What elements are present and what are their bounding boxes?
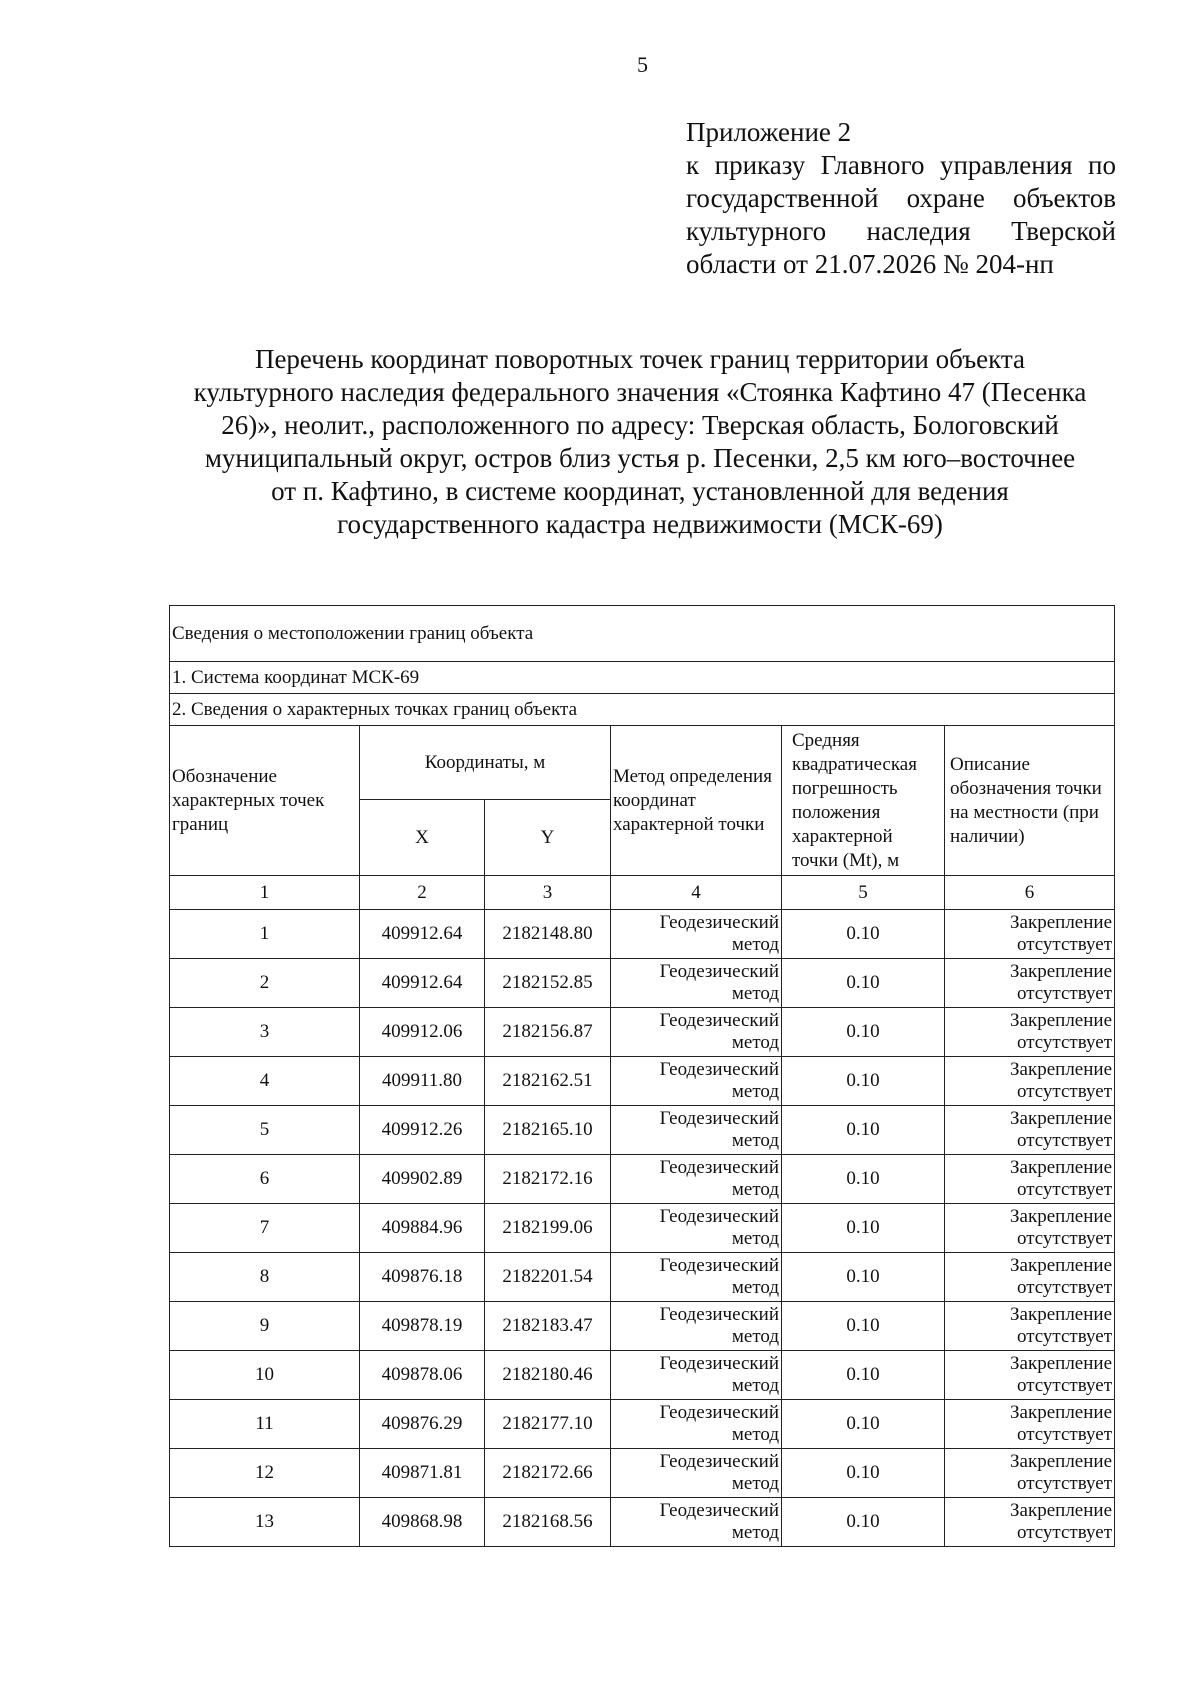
heading-line: культурного наследия федерального значения «Стоянка Кафтино 47 (Песенка bbox=[193, 377, 1087, 407]
table-title: Сведения о местоположении границ объекта bbox=[170, 606, 1115, 662]
cell-method bbox=[611, 1302, 782, 1351]
table-row bbox=[170, 1449, 1115, 1498]
cell-description bbox=[945, 1106, 1115, 1155]
cell-error: 0.10 bbox=[782, 910, 945, 959]
header-error: Средняя квадратическая погрешность положения характерной точки (Mt), м bbox=[782, 726, 945, 876]
cell-description bbox=[945, 910, 1115, 959]
coordinates-table bbox=[169, 605, 1115, 1547]
cell-method-line: метод bbox=[731, 1326, 779, 1347]
appendix-line: государственной охране объектов bbox=[686, 183, 1116, 213]
cell-point: 9 bbox=[170, 1302, 360, 1351]
cell-description bbox=[945, 1400, 1115, 1449]
cell-description-line: Закрепление bbox=[1010, 1500, 1112, 1521]
cell-method bbox=[611, 1351, 782, 1400]
cell-y: 2182156.87 bbox=[485, 1008, 611, 1057]
cell-description-line: отсутствует bbox=[1016, 1228, 1112, 1249]
cell-point: 7 bbox=[170, 1204, 360, 1253]
cell-description bbox=[945, 1302, 1115, 1351]
cell-method-line: Геодезический bbox=[659, 1255, 779, 1276]
table-row bbox=[170, 1155, 1115, 1204]
column-numbers-row bbox=[170, 876, 1115, 910]
cell-point: 2 bbox=[170, 959, 360, 1008]
cell-x: 409912.64 bbox=[360, 910, 485, 959]
document-heading bbox=[160, 343, 1120, 541]
cell-y: 2182165.10 bbox=[485, 1106, 611, 1155]
header-description: Описание обозначения точки на местности (при наличии) bbox=[945, 726, 1115, 876]
cell-method-line: Геодезический bbox=[659, 961, 779, 982]
table-row bbox=[170, 1106, 1115, 1155]
cell-method-line: метод bbox=[731, 1375, 779, 1396]
cell-x: 409884.96 bbox=[360, 1204, 485, 1253]
column-number: 6 bbox=[945, 876, 1115, 910]
cell-description-line: отсутствует bbox=[1016, 934, 1112, 955]
appendix-line: области от 21.07.2026 № 204-нп bbox=[686, 249, 1054, 279]
table-row bbox=[170, 1204, 1115, 1253]
header-x: X bbox=[360, 800, 485, 876]
cell-method bbox=[611, 1449, 782, 1498]
cell-description bbox=[945, 1351, 1115, 1400]
cell-point: 3 bbox=[170, 1008, 360, 1057]
table-row bbox=[170, 1400, 1115, 1449]
cell-method-line: метод bbox=[731, 1032, 779, 1053]
cell-description bbox=[945, 1449, 1115, 1498]
cell-error: 0.10 bbox=[782, 1302, 945, 1351]
column-number: 1 bbox=[170, 876, 360, 910]
cell-description-line: Закрепление bbox=[1010, 1451, 1112, 1472]
cell-x: 409871.81 bbox=[360, 1449, 485, 1498]
cell-method-line: Геодезический bbox=[659, 1304, 779, 1325]
heading-line: Перечень координат поворотных точек границ территории объекта bbox=[254, 344, 1026, 374]
cell-y: 2182152.85 bbox=[485, 959, 611, 1008]
coordinate-system-row: 1. Система координат МСК-69 bbox=[170, 662, 1115, 694]
table-row bbox=[170, 1351, 1115, 1400]
cell-y: 2182180.46 bbox=[485, 1351, 611, 1400]
cell-description bbox=[945, 1498, 1115, 1547]
cell-description-line: Закрепление bbox=[1010, 1108, 1112, 1129]
cell-x: 409878.19 bbox=[360, 1302, 485, 1351]
cell-x: 409878.06 bbox=[360, 1351, 485, 1400]
cell-error: 0.10 bbox=[782, 1057, 945, 1106]
cell-y: 2182168.56 bbox=[485, 1498, 611, 1547]
cell-method bbox=[611, 1498, 782, 1547]
table-row bbox=[170, 959, 1115, 1008]
cell-method bbox=[611, 1057, 782, 1106]
table-row bbox=[170, 1498, 1115, 1547]
cell-description-line: Закрепление bbox=[1010, 1353, 1112, 1374]
cell-method-line: метод bbox=[731, 1179, 779, 1200]
cell-error: 0.10 bbox=[782, 1253, 945, 1302]
column-number: 5 bbox=[782, 876, 945, 910]
cell-method bbox=[611, 959, 782, 1008]
cell-method bbox=[611, 1400, 782, 1449]
heading-line: 26)», неолит., расположенного по адресу: Тверская область, Бологовский bbox=[221, 410, 1059, 440]
cell-description-line: отсутствует bbox=[1016, 1375, 1112, 1396]
cell-method bbox=[611, 1106, 782, 1155]
cell-description-line: отсутствует bbox=[1016, 1032, 1112, 1053]
cell-point: 6 bbox=[170, 1155, 360, 1204]
cell-method-line: Геодезический bbox=[659, 1500, 779, 1521]
cell-method-line: Геодезический bbox=[659, 1010, 779, 1031]
column-number: 2 bbox=[360, 876, 485, 910]
column-number: 3 bbox=[485, 876, 611, 910]
heading-line: муниципальный округ, остров близ устья р. Песенки, 2,5 км юго–восточнее bbox=[204, 443, 1076, 473]
cell-description-line: Закрепление bbox=[1010, 1402, 1112, 1423]
cell-description-line: Закрепление bbox=[1010, 1206, 1112, 1227]
cell-x: 409912.26 bbox=[360, 1106, 485, 1155]
cell-point: 5 bbox=[170, 1106, 360, 1155]
cell-method bbox=[611, 1204, 782, 1253]
cell-error: 0.10 bbox=[782, 1155, 945, 1204]
cell-description bbox=[945, 1204, 1115, 1253]
cell-point: 13 bbox=[170, 1498, 360, 1547]
column-number: 4 bbox=[611, 876, 782, 910]
cell-description-line: Закрепление bbox=[1010, 1304, 1112, 1325]
header-method: Метод определения координат характерной точки bbox=[611, 726, 782, 876]
cell-description-line: отсутствует bbox=[1016, 1326, 1112, 1347]
cell-description-line: отсутствует bbox=[1016, 1424, 1112, 1445]
cell-point: 10 bbox=[170, 1351, 360, 1400]
cell-description bbox=[945, 1008, 1115, 1057]
cell-point: 12 bbox=[170, 1449, 360, 1498]
cell-method-line: Геодезический bbox=[659, 1206, 779, 1227]
header-y: Y bbox=[485, 800, 611, 876]
table-row bbox=[170, 1057, 1115, 1106]
header-designation: Обозначение характерных точек границ bbox=[170, 726, 360, 876]
cell-x: 409902.89 bbox=[360, 1155, 485, 1204]
cell-description-line: Закрепление bbox=[1010, 1010, 1112, 1031]
cell-description-line: отсутствует bbox=[1016, 1081, 1112, 1102]
cell-method bbox=[611, 1253, 782, 1302]
cell-method-line: метод bbox=[731, 1081, 779, 1102]
cell-error: 0.10 bbox=[782, 1498, 945, 1547]
cell-x: 409868.98 bbox=[360, 1498, 485, 1547]
cell-x: 409912.06 bbox=[360, 1008, 485, 1057]
cell-description-line: отсутствует bbox=[1016, 1179, 1112, 1200]
cell-method-line: метод bbox=[731, 983, 779, 1004]
cell-description bbox=[945, 959, 1115, 1008]
cell-error: 0.10 bbox=[782, 1106, 945, 1155]
cell-x: 409912.64 bbox=[360, 959, 485, 1008]
cell-description-line: отсутствует bbox=[1016, 1130, 1112, 1151]
cell-method bbox=[611, 1008, 782, 1057]
cell-error: 0.10 bbox=[782, 1351, 945, 1400]
table-row bbox=[170, 910, 1115, 959]
cell-method-line: Геодезический bbox=[659, 1108, 779, 1129]
cell-method-line: Геодезический bbox=[659, 1353, 779, 1374]
cell-method-line: Геодезический bbox=[659, 912, 779, 933]
cell-point: 1 bbox=[170, 910, 360, 959]
cell-method-line: метод bbox=[731, 1277, 779, 1298]
cell-description-line: Закрепление bbox=[1010, 1157, 1112, 1178]
cell-method-line: метод bbox=[731, 1424, 779, 1445]
cell-method-line: метод bbox=[731, 1228, 779, 1249]
cell-description-line: отсутствует bbox=[1016, 1277, 1112, 1298]
cell-y: 2182172.66 bbox=[485, 1449, 611, 1498]
cell-error: 0.10 bbox=[782, 1008, 945, 1057]
cell-x: 409911.80 bbox=[360, 1057, 485, 1106]
cell-y: 2182172.16 bbox=[485, 1155, 611, 1204]
appendix-line: к приказу Главного управления по bbox=[686, 150, 1116, 180]
cell-error: 0.10 bbox=[782, 1204, 945, 1253]
heading-line: от п. Кафтино, в системе координат, установленной для ведения bbox=[271, 476, 1009, 506]
cell-error: 0.10 bbox=[782, 959, 945, 1008]
cell-method-line: метод bbox=[731, 934, 779, 955]
cell-description-line: Закрепление bbox=[1010, 1255, 1112, 1276]
appendix-block bbox=[686, 116, 1116, 281]
appendix-line: культурного наследия Тверской bbox=[686, 216, 1116, 246]
cell-description-line: отсутствует bbox=[1016, 1473, 1112, 1494]
cell-y: 2182162.51 bbox=[485, 1057, 611, 1106]
cell-description-line: Закрепление bbox=[1010, 912, 1112, 933]
cell-method bbox=[611, 910, 782, 959]
table-row bbox=[170, 1253, 1115, 1302]
cell-description-line: Закрепление bbox=[1010, 1059, 1112, 1080]
cell-point: 4 bbox=[170, 1057, 360, 1106]
cell-y: 2182177.10 bbox=[485, 1400, 611, 1449]
heading-line: государственного кадастра недвижимости (МСК-69) bbox=[337, 509, 943, 539]
cell-method-line: Геодезический bbox=[659, 1059, 779, 1080]
table-row bbox=[170, 1008, 1115, 1057]
page-number: 5 bbox=[637, 52, 648, 77]
cell-method bbox=[611, 1155, 782, 1204]
points-info-row: 2. Сведения о характерных точках границ объекта bbox=[170, 694, 1115, 726]
cell-point: 11 bbox=[170, 1400, 360, 1449]
cell-description-line: отсутствует bbox=[1016, 983, 1112, 1004]
cell-y: 2182148.80 bbox=[485, 910, 611, 959]
cell-point: 8 bbox=[170, 1253, 360, 1302]
cell-method-line: метод bbox=[731, 1522, 779, 1543]
cell-x: 409876.29 bbox=[360, 1400, 485, 1449]
cell-y: 2182199.06 bbox=[485, 1204, 611, 1253]
cell-method-line: метод bbox=[731, 1130, 779, 1151]
cell-method-line: Геодезический bbox=[659, 1157, 779, 1178]
cell-description bbox=[945, 1253, 1115, 1302]
cell-method-line: метод bbox=[731, 1473, 779, 1494]
appendix-line: Приложение 2 bbox=[686, 117, 852, 147]
cell-method-line: Геодезический bbox=[659, 1451, 779, 1472]
cell-y: 2182201.54 bbox=[485, 1253, 611, 1302]
cell-error: 0.10 bbox=[782, 1449, 945, 1498]
cell-description-line: Закрепление bbox=[1010, 961, 1112, 982]
cell-description bbox=[945, 1057, 1115, 1106]
header-coordinates: Координаты, м bbox=[360, 726, 611, 800]
cell-x: 409876.18 bbox=[360, 1253, 485, 1302]
cell-method-line: Геодезический bbox=[659, 1402, 779, 1423]
cell-y: 2182183.47 bbox=[485, 1302, 611, 1351]
cell-description-line: отсутствует bbox=[1016, 1522, 1112, 1543]
cell-error: 0.10 bbox=[782, 1400, 945, 1449]
cell-description bbox=[945, 1155, 1115, 1204]
table-row bbox=[170, 1302, 1115, 1351]
